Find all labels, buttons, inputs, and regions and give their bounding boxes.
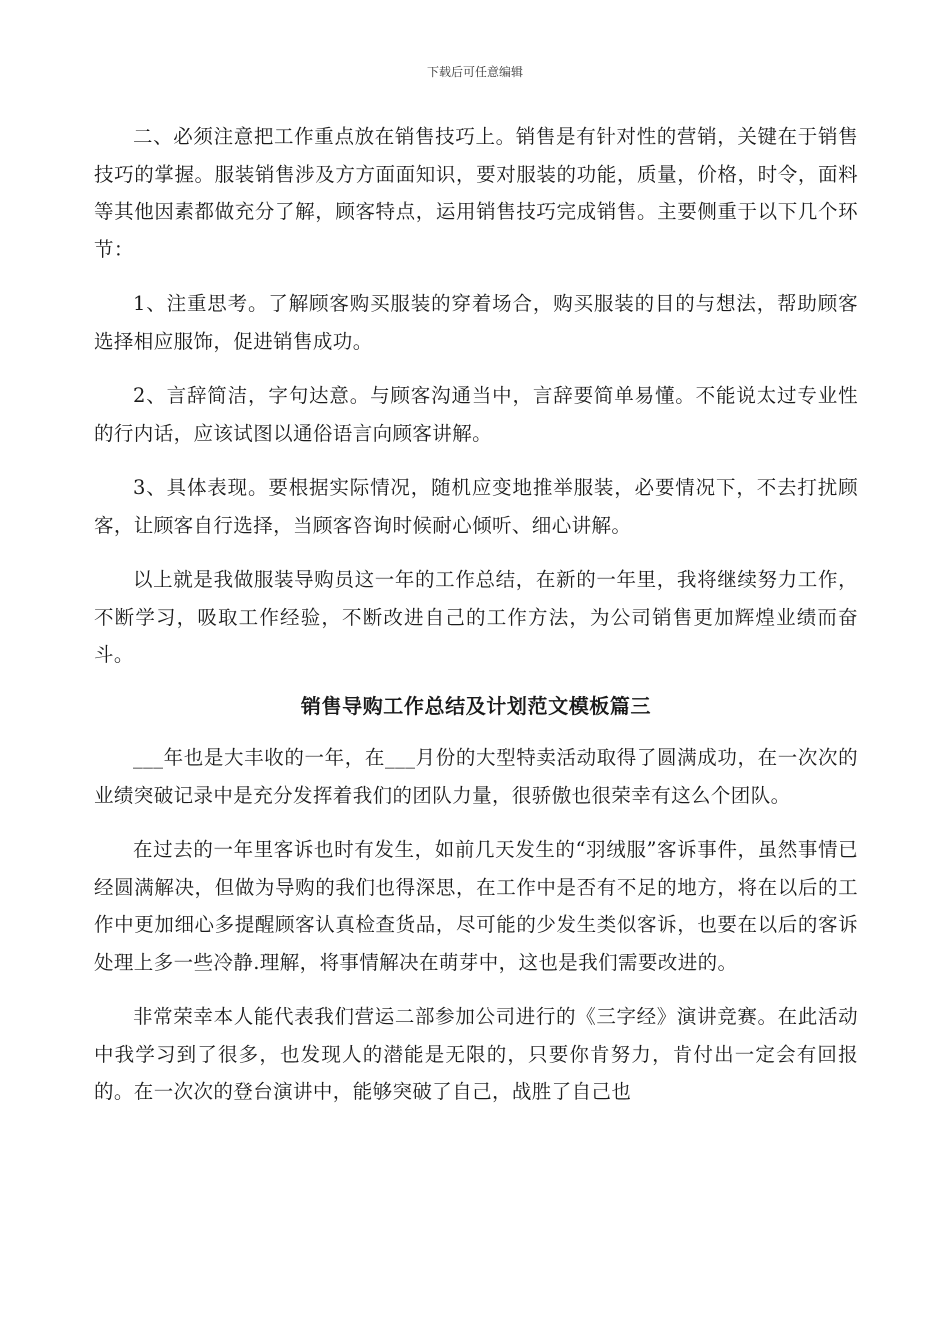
paragraph-harvest-year: ___年也是大丰收的一年，在___月份的大型特卖活动取得了圆满成功，在一次次的业绩突破记录中是充分发挥着我们的团队力量，很骄傲也很荣幸有这么个团队。 [94,746,858,807]
section-title: 销售导购工作总结及计划范文模板篇三 [300,693,652,718]
paragraph-complaints: 在过去的一年里客诉也时有发生，如前几天发生的“羽绒服”客诉事件，虽然事情已经圆满解决，但做为导购的我们也得深思，在工作中是否有不足的地方，将在以后的工作中更加细心多提醒顾客认真检查货品，尽可能的少发生类似客诉，也要在以后的客诉处理上多一些冷静.理解，将事情解决在萌芽中，这也是我们需要改进的。 [94,838,858,974]
paragraph-item-1: 1、注重思考。了解顾客购买服装的穿着场合，购买服装的目的与想法，帮助顾客选择相应服饰，促进销售成功。 [94,292,858,353]
document-body [94,118,858,1111]
paragraph-sales-skills: 二、必须注意把工作重点放在销售技巧上。销售是有针对性的营销，关键在于销售技巧的掌握。服装销售涉及方方面面知识，要对服装的功能，质量，价格，时令，面料等其他因素都做充分了解，顾客特点，运用销售技巧完成销售。主要侧重于以下几个环节： [94,125,858,261]
paragraph-conclusion: 以上就是我做服装导购员这一年的工作总结，在新的一年里，我将继续努力工作，不断学习，吸取工作经验，不断改进自己的工作方法，为公司销售更加辉煌业绩而奋斗。 [94,568,858,666]
page-header: 下载后可任意编辑 [426,65,523,79]
paragraph-item-2: 2、言辞简洁，字句达意。与顾客沟通当中，言辞要简单易懂。不能说太过专业性的行内话，应该试图以通俗语言向顾客讲解。 [94,384,858,445]
paragraph-item-3: 3、具体表现。要根据实际情况，随机应变地推举服装，必要情况下，不去打扰顾客，让顾客自行选择，当顾客咨询时候耐心倾听、细心讲解。 [94,476,858,537]
paragraph-speech-contest: 非常荣幸本人能代表我们营运二部参加公司进行的《三字经》演讲竞赛。在此活动中我学习到了很多，也发现人的潜能是无限的，只要你肯努力，肯付出一定会有回报的。在一次次的登台演讲中，能够突破了自己，战胜了自己也 [94,1005,858,1103]
